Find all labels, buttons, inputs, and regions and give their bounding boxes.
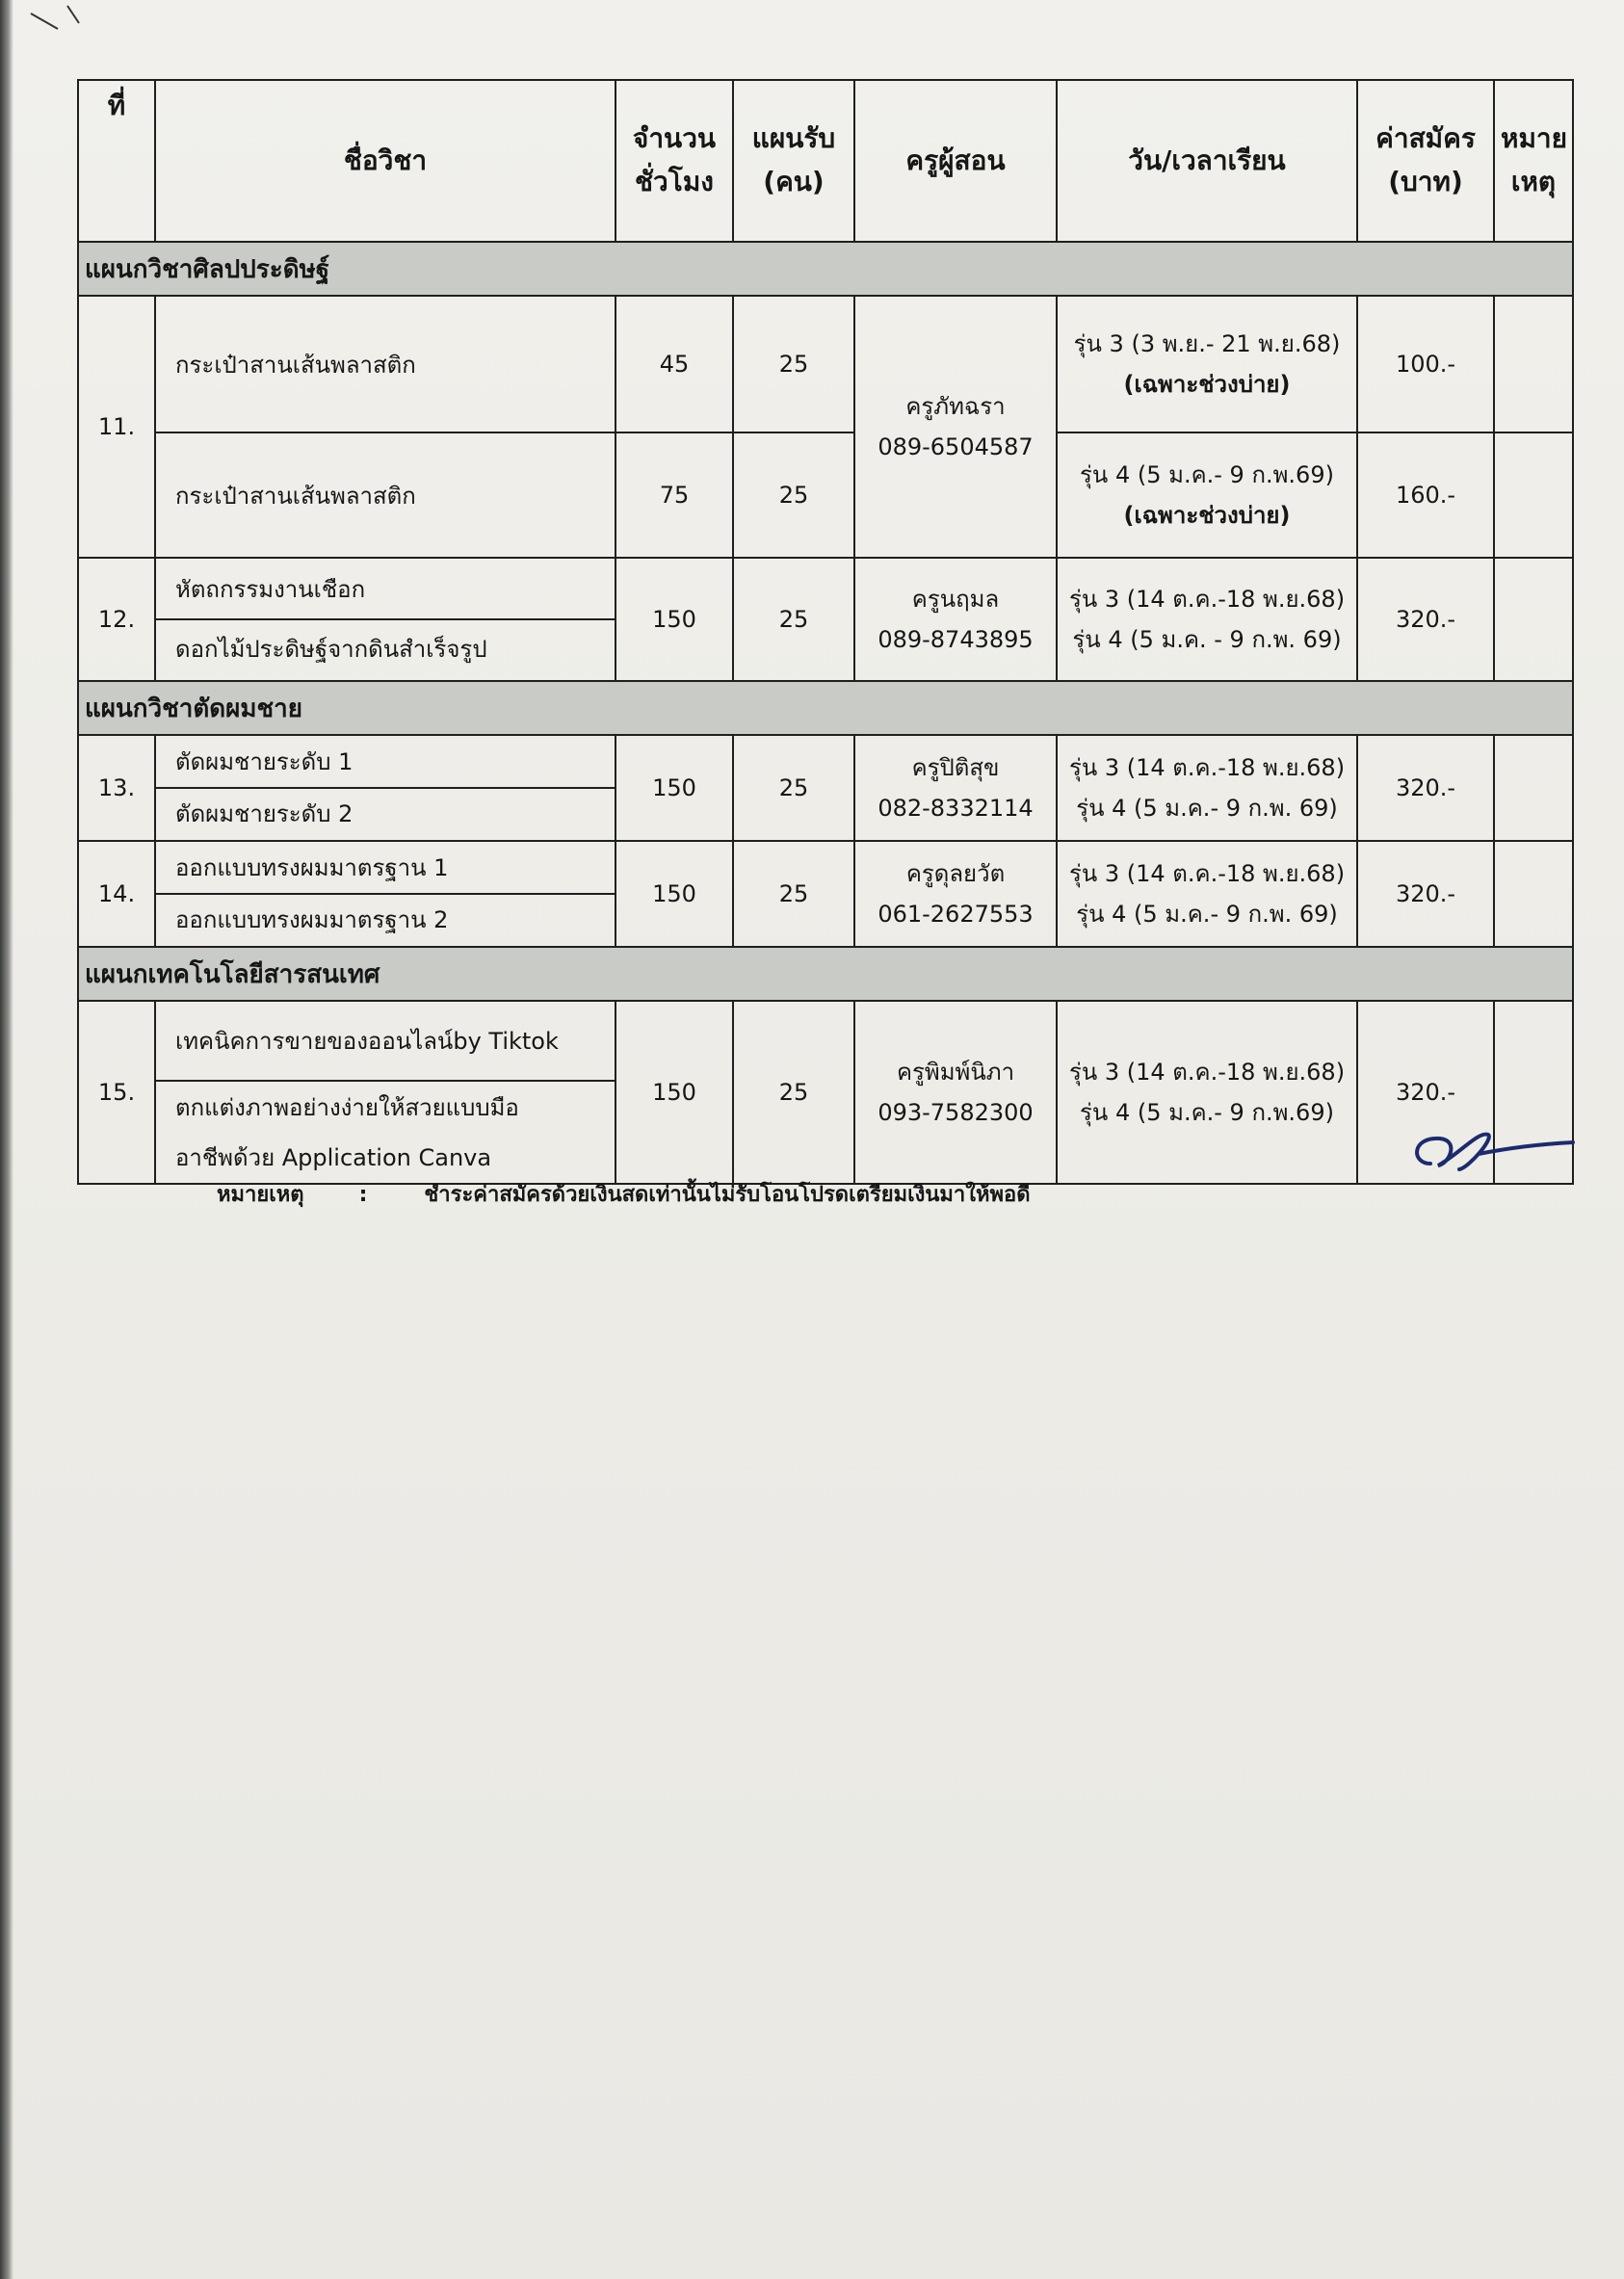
corner-pen-mark [29, 4, 87, 33]
section-title: แผนกวิชาตัดผมชาย [78, 681, 1573, 735]
footnote-colon: : [358, 1183, 368, 1207]
course-names [155, 735, 616, 841]
section-row [78, 242, 1573, 296]
header-hours: จำนวน ชั่วโมง [616, 80, 733, 242]
header-schedule: วัน/เวลาเรียน [1057, 80, 1357, 242]
course-remark [1494, 296, 1573, 432]
table-row [78, 558, 1573, 681]
header-no: ที่ [78, 80, 155, 242]
course-name: ตัดผมชายระดับ 2 [175, 800, 354, 827]
teacher-phone: 061-2627553 [877, 901, 1034, 928]
header-subject: ชื่อวิชา [155, 80, 616, 242]
course-fee: 320.- [1357, 1001, 1494, 1184]
course-hours: 150 [616, 1001, 733, 1184]
teacher-phone: 082-8332114 [877, 795, 1034, 822]
header-plan: แผนรับ (คน) [733, 80, 854, 242]
course-fee: 100.- [1357, 296, 1494, 432]
section-title: แผนกเทคโนโลยีสารสนเทศ [78, 947, 1573, 1001]
teacher-name: ครูปิติสุข [911, 754, 1000, 781]
course-names [155, 1001, 616, 1184]
course-schedule-table [77, 79, 1574, 1185]
teacher-name: ครูนฤมล [911, 586, 1000, 613]
teacher-phone: 089-8743895 [877, 626, 1034, 653]
header-teacher: ครูผู้สอน [854, 80, 1057, 242]
course-fee: 320.- [1357, 735, 1494, 841]
course-teacher [854, 1001, 1057, 1184]
course-schedule: รุ่น 4 (5 ม.ค.- 9 ก.พ.69) (เฉพาะช่วงบ่าย) [1057, 432, 1357, 558]
course-name: หัตถกรรมงานเชือก [156, 561, 615, 620]
course-schedule: รุ่น 3 (14 ต.ค.-18 พ.ย.68) รุ่น 4 (5 ม.ค.- 9 ก.พ.69) [1057, 1001, 1357, 1184]
course-schedule: รุ่น 3 (14 ต.ค.-18 พ.ย.68) รุ่น 4 (5 ม.ค. - 9 ก.พ. 69) [1057, 558, 1357, 681]
course-hours: 150 [616, 735, 733, 841]
course-hours: 150 [616, 558, 733, 681]
course-name: ออกแบบทรงผมมาตรฐาน 1 [156, 843, 615, 895]
course-fee: 160.- [1357, 432, 1494, 558]
course-remark [1494, 841, 1573, 947]
table-row [78, 735, 1573, 841]
course-name-continued: อาชีพด้วย Application Canva [175, 1144, 492, 1171]
teacher-name: ครูภัทฉรา [905, 393, 1006, 420]
course-names [155, 558, 616, 681]
course-hours: 45 [616, 296, 733, 432]
course-schedule: รุ่น 3 (14 ต.ค.-18 พ.ย.68) รุ่น 4 (5 ม.ค.- 9 ก.พ. 69) [1057, 841, 1357, 947]
course-schedule: รุ่น 3 (3 พ.ย.- 21 พ.ย.68) (เฉพาะช่วงบ่าย) [1057, 296, 1357, 432]
course-fee: 320.- [1357, 558, 1494, 681]
course-schedule: รุ่น 3 (14 ต.ค.-18 พ.ย.68) รุ่น 4 (5 ม.ค.- 9 ก.พ. 69) [1057, 735, 1357, 841]
course-plan: 25 [733, 735, 854, 841]
course-fee: 320.- [1357, 841, 1494, 947]
course-name: ดอกไม้ประดิษฐ์จากดินสำเร็จรูป [175, 636, 487, 663]
table-row [78, 432, 1573, 558]
course-hours: 150 [616, 841, 733, 947]
section-title: แผนกวิชาศิลปประดิษฐ์ [78, 242, 1573, 296]
course-teacher [854, 735, 1057, 841]
paper-edge-shadow [0, 0, 13, 2279]
teacher-name: ครูพิมพ์นิภา [896, 1059, 1015, 1086]
course-number: 13. [78, 735, 155, 841]
section-row [78, 947, 1573, 1001]
course-plan: 25 [733, 1001, 854, 1184]
course-plan: 25 [733, 296, 854, 432]
course-name: ออกแบบทรงผมมาตรฐาน 2 [175, 906, 449, 933]
course-number: 15. [78, 1001, 155, 1184]
course-teacher [854, 296, 1057, 558]
course-number: 11. [78, 296, 155, 558]
course-teacher [854, 841, 1057, 947]
course-name: กระเป๋าสานเส้นพลาสติก [155, 432, 616, 558]
course-teacher [854, 558, 1057, 681]
course-plan: 25 [733, 432, 854, 558]
header-remark: หมาย เหตุ [1494, 80, 1573, 242]
course-name: เทคนิคการขายของออนไลน์by Tiktok [156, 1003, 615, 1082]
table-row [78, 1001, 1573, 1184]
course-remark [1494, 735, 1573, 841]
footnote-label: หมายเหตุ [217, 1183, 304, 1207]
footnote-text: ชำระค่าสมัครด้วยเงินสดเท่านั้นไม่รับโอนโปรดเตรียมเงินมาให้พอดี [424, 1183, 1031, 1207]
teacher-name: ครูดุลยวัต [905, 860, 1006, 887]
course-remark [1494, 432, 1573, 558]
teacher-phone: 089-6504587 [877, 433, 1034, 460]
header-fee: ค่าสมัคร (บาท) [1357, 80, 1494, 242]
course-plan: 25 [733, 841, 854, 947]
table-row [78, 841, 1573, 947]
course-remark [1494, 558, 1573, 681]
section-row [78, 681, 1573, 735]
course-name: กระเป๋าสานเส้นพลาสติก [155, 296, 616, 432]
course-number: 14. [78, 841, 155, 947]
course-plan: 25 [733, 558, 854, 681]
course-name: ตัดผมชายระดับ 1 [156, 737, 615, 789]
signature-mark [1401, 1125, 1575, 1173]
course-hours: 75 [616, 432, 733, 558]
header-row [78, 80, 1573, 242]
course-name: ตกแต่งภาพอย่างง่ายให้สวยแบบมือ [175, 1094, 519, 1121]
course-number: 12. [78, 558, 155, 681]
table-row [78, 296, 1573, 432]
footnote [217, 1177, 1031, 1211]
teacher-phone: 093-7582300 [877, 1099, 1034, 1126]
course-names [155, 841, 616, 947]
